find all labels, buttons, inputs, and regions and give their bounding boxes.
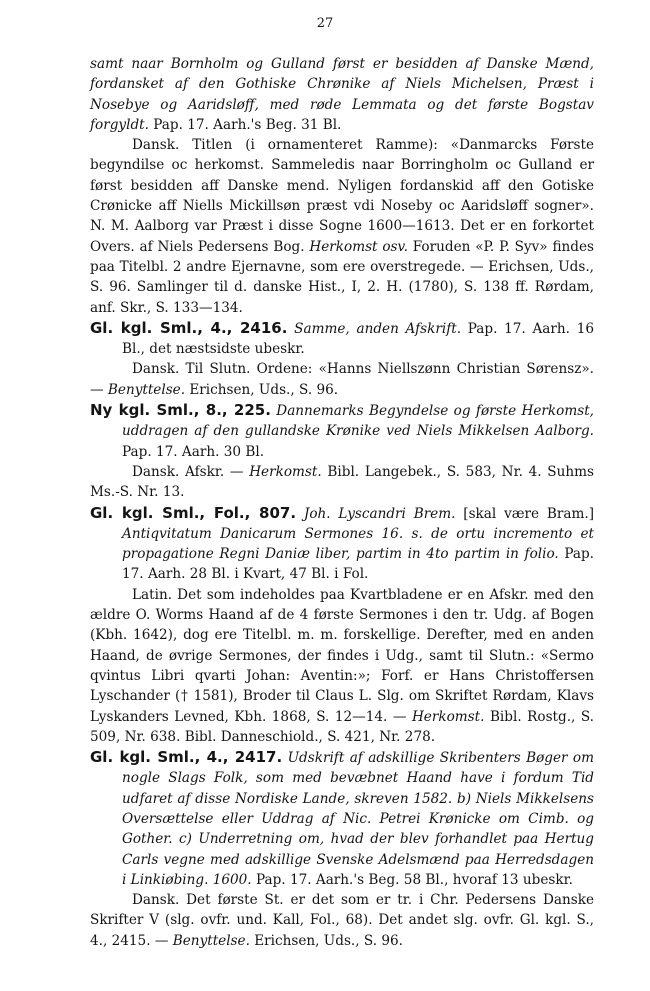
text-run: Dansk. Afskr. — bbox=[132, 463, 244, 480]
catalog-entry bbox=[90, 503, 594, 585]
italic-text: Herkomst osv. bbox=[309, 238, 408, 255]
catalog-entry bbox=[90, 318, 594, 360]
text-run: Dansk. Titlen (i ornamenteret Ramme): «Danmarcks Første begyndilse oc herkomst. Sammeledis naar Borringholm oc Gulland er først besidden aff Danske mend. Nyligen fordanskid aff den Gotiske Crønicke aff Niells Mickillsøn præst vdi Noseby oc Aaridsløff sogner». N. M. Aalborg var Præst i disse Sogne 1600—1613. Det er en forkortet Overs. af Niels Pedersens Bog. bbox=[90, 137, 594, 255]
italic-text: Udskrift af adskillige Skribenters Bøger om nogle Slags Folk, som med bevæbnet Haand have i fordum Tid udfaret af disse Nordiske Lande, skreven 1582. b) Niels Mikkelsens Oversættelse eller Uddrag af Nic. Petrei Krønicke om Cimb. og Gother. c) Underretning om, hvad der blev forhandlet paa Hertug Carls vegne med adskillige Svenske Adelsmænd paa Herredsdagen i Linkiøbing. 1600. bbox=[122, 750, 594, 888]
text-paragraph bbox=[90, 54, 594, 135]
text-run: Bibl. Langebek., S. 583, Nr. 4. Suhms Ms.-S. Nr. 13. bbox=[90, 463, 594, 501]
text-paragraph bbox=[90, 585, 594, 747]
text-run: Dansk. Til Slutn. Ordene: «Hanns Niellszønn Christian Sørensz». — bbox=[90, 361, 594, 398]
text-run: Erichsen, Uds., S. 96. bbox=[249, 932, 403, 949]
text-run: Pap. 17. Aarh.'s Beg. 31 Bl. bbox=[148, 116, 342, 133]
text-paragraph bbox=[90, 135, 594, 318]
italic-text: Dannemarks Begyndelse og første Herkomst, uddragen af den gullandske Krønike ved Niels Mikkelsen Aalborg. bbox=[122, 403, 594, 440]
italic-text: Herkomst. bbox=[406, 708, 485, 725]
text-run: [skal være Bram.] bbox=[455, 505, 594, 522]
text-run: Pap. 17. Aarh.'s Beg. 58 Bl., hvoraf 13 ubeskr. bbox=[251, 871, 573, 888]
manuscript-shelfmark: Gl. kgl. Sml., Fol., 807. bbox=[90, 503, 297, 522]
page-number: 27 bbox=[316, 16, 334, 31]
text-run: Erichsen, Uds., S. 96. bbox=[185, 381, 339, 398]
page-body bbox=[90, 54, 594, 951]
manuscript-shelfmark: Gl. kgl. Sml., 4., 2416. bbox=[90, 318, 288, 337]
text-run: Foruden «P. P. Syv» findes paa Titelbl. 2 andre Ejernavne, som ere overstregede. — Erichsen, Uds., S. 96. Samlinger til d. danske Hist., I, 2. H. (1780), S. 138 ff. Rørdam, anf. Skr., S. 133—134. bbox=[90, 238, 594, 316]
italic-text: Joh. Lyscandri Brem. bbox=[296, 505, 456, 522]
text-run: Bibl. Rostg., S. 509, Nr. 638. Bibl. Danneschiold., S. 421, Nr. 278. bbox=[90, 708, 594, 745]
manuscript-shelfmark: Gl. kgl. Sml., 4., 2417. bbox=[90, 748, 283, 767]
text-run: Pap. 17. Aarh. 30 Bl. bbox=[122, 443, 265, 460]
manuscript-shelfmark: Ny kgl. Sml., 8., 225. bbox=[90, 401, 271, 420]
italic-text: Samme, anden Afskrift. bbox=[287, 320, 462, 337]
text-run: Pap. 17. Aarh. 16 Bl., det næstsidste ubeskr. bbox=[122, 320, 594, 358]
italic-text: samt naar Bornholm og Gulland først er besidden af Danske Mænd, fordansket af den Gothiske Chrønike af Niels Michelsen, Præst i Nosebye og Aaridsløff, med røde Lemmata og det første Bogstav forgyldt. bbox=[90, 56, 594, 133]
text-paragraph bbox=[90, 462, 594, 503]
text-run: Latin. Det som indeholdes paa Kvartbladene er en Afskr. med den ældre O. Worms Haand af de 4 første Sermones i den tr. Udg. af Bogen (Kbh. 1642), dog ere Titelbl. m. m. forskellige. Derefter, med en anden Haand, de øvrige Sermones, der findes i Udg., samt til Slutn.: «Sermo qvintus Libri qvarti Johan: Aventin:»; Forf. er Hans Christoffersen Lyschander († 1581), Broder til Claus L. Slg. om Skriftet Rørdam, Klavs Lyskanders Levned, Kbh. 1868, S. 12—14. — bbox=[90, 586, 594, 725]
text-paragraph bbox=[90, 359, 594, 400]
text-paragraph bbox=[90, 890, 594, 951]
text-run: Pap. 17. Aarh. 28 Bl. i Kvart, 47 Bl. i Fol. bbox=[122, 546, 594, 583]
text-run: Dansk. Det første St. er det som er tr. i Chr. Pedersens Danske Skrifter V (slg. ovfr. und. Kall, Fol., 68). Det andet slg. ovfr. Gl. kgl. S., 4., 2415. — bbox=[90, 892, 594, 949]
catalog-entry bbox=[90, 400, 594, 462]
italic-text: Benyttelse. bbox=[103, 381, 186, 398]
italic-text: Benyttelse. bbox=[168, 932, 250, 949]
italic-text: Herkomst. bbox=[243, 463, 322, 480]
catalog-entry bbox=[90, 747, 594, 890]
italic-text: Antiqvitatum Danicarum Sermones 16. s. de ortu incremento et propagatione Regni Daniæ liber, partim in 4to partim in folio. bbox=[122, 525, 594, 563]
